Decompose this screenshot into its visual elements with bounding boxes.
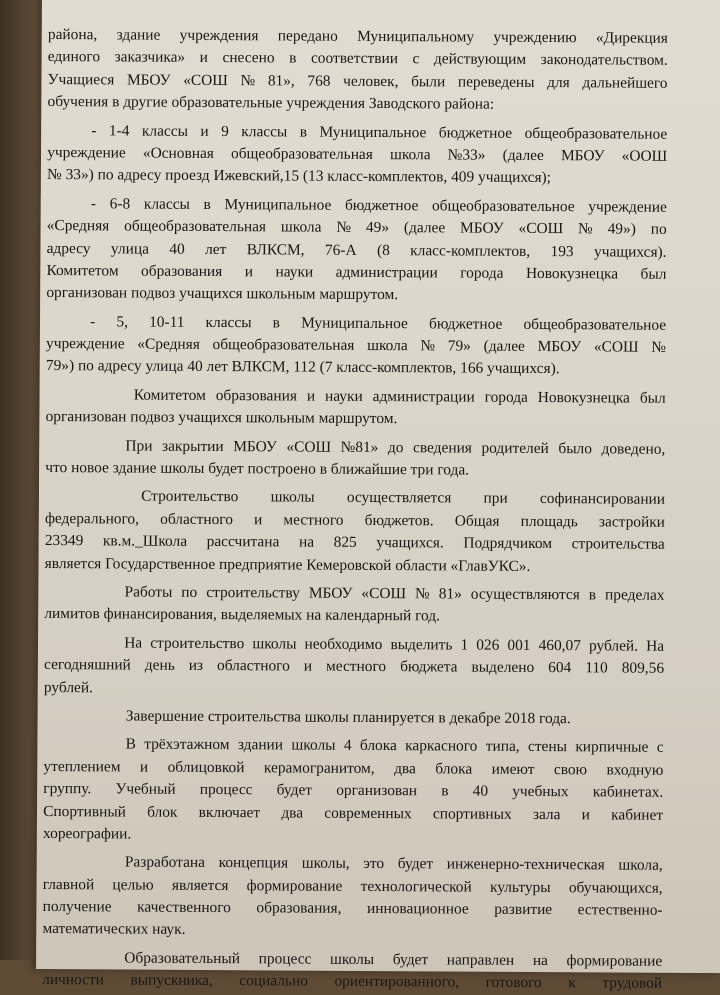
- word: района,: [47, 25, 98, 44]
- text-line: [134, 384, 666, 410]
- word: На: [646, 637, 665, 655]
- word: 4: [343, 737, 352, 755]
- word: образования,: [256, 899, 342, 917]
- text-line: организован подвоз учащихся школьным маршрутом.: [45, 408, 398, 428]
- word: действующим: [433, 50, 527, 69]
- word: блок: [147, 803, 178, 821]
- word: ориентированного,: [334, 973, 460, 991]
- word: дальнейшего: [582, 74, 668, 92]
- word: кабинетах.: [592, 783, 664, 801]
- word: для: [547, 73, 570, 91]
- word: классы: [205, 313, 252, 331]
- word: школы,: [301, 854, 350, 873]
- word: день: [144, 656, 175, 674]
- word: на: [298, 533, 315, 551]
- word: школа: [280, 218, 322, 236]
- word: Строительство: [141, 487, 239, 506]
- word: №: [578, 220, 593, 238]
- word: Разработана: [124, 853, 206, 872]
- word: единого: [47, 48, 101, 66]
- word: МБОУ: [560, 147, 605, 165]
- word: готового: [485, 973, 542, 992]
- word: софинансировании: [539, 490, 666, 509]
- word: необходимо: [304, 635, 383, 653]
- word: 825: [333, 533, 357, 552]
- word: и: [199, 49, 209, 67]
- word: бюджетов.: [364, 511, 434, 530]
- word: классы: [143, 195, 190, 213]
- word: по: [181, 583, 198, 601]
- word: рассчитана: [206, 533, 280, 551]
- word: передано: [277, 27, 338, 45]
- word: учреждение: [45, 335, 125, 353]
- text-line: [124, 581, 664, 607]
- word: трудовой: [602, 974, 663, 993]
- word: человек,: [343, 72, 399, 90]
- word: два: [394, 759, 416, 777]
- word: блока: [435, 760, 473, 778]
- word: здании: [237, 736, 284, 754]
- word: сегодняшний: [44, 656, 131, 674]
- word: 001: [507, 636, 531, 654]
- word: 40: [169, 240, 185, 258]
- word: учреждения: [179, 26, 259, 45]
- word: будет: [392, 950, 429, 969]
- word: группу.: [43, 780, 92, 798]
- word: города: [484, 388, 528, 406]
- word: качественного: [137, 898, 231, 917]
- word: ВЛКСМ,: [246, 240, 305, 259]
- word: 193: [550, 242, 574, 260]
- word: бюджета: [400, 658, 458, 676]
- word: и: [139, 758, 149, 776]
- word: рублей.: [588, 637, 639, 655]
- word: и: [303, 657, 313, 675]
- word: При: [125, 437, 153, 455]
- word: родителей: [481, 439, 549, 457]
- word: Муниципальному: [357, 27, 475, 46]
- word: школа: [367, 337, 408, 355]
- word: (далее: [403, 219, 446, 237]
- word: 5,: [116, 313, 129, 331]
- word: №: [336, 218, 352, 236]
- word: до: [387, 438, 404, 456]
- word: МБОУ: [460, 219, 504, 237]
- word: керамогранитом,: [263, 759, 375, 777]
- word: строительство: [150, 634, 245, 652]
- text-line: хореографии.: [43, 824, 132, 843]
- word: из: [188, 657, 204, 675]
- word: целью: [112, 876, 154, 894]
- text-line: является Государственное предприятие Кемеровской области «ГлавУКС».: [44, 554, 531, 575]
- word: администрации: [372, 387, 475, 406]
- word: Подрядчиком: [463, 534, 553, 553]
- text-line: [124, 947, 662, 973]
- word: осуществляются: [470, 585, 580, 604]
- word: 81»: [438, 585, 462, 603]
- word: «Основная: [142, 144, 214, 162]
- word: учреждение: [47, 143, 126, 162]
- text-line: что новое здание школы будет построено в ближайшие три года.: [45, 459, 470, 479]
- word: На: [124, 634, 143, 652]
- word: в: [441, 782, 449, 800]
- word: улица: [110, 239, 149, 258]
- text-line: математических наук.: [42, 920, 186, 939]
- word: по: [650, 220, 667, 238]
- word: адресу: [46, 239, 91, 257]
- word: к: [568, 974, 576, 992]
- word: развитие: [494, 900, 553, 919]
- word: учебных: [512, 782, 569, 801]
- word: федерального,: [44, 509, 140, 528]
- word: заказчика»: [114, 48, 186, 67]
- word: 76-А: [324, 241, 357, 259]
- word: областного: [216, 657, 290, 675]
- word: процесс: [258, 950, 312, 968]
- word: снесено: [222, 49, 275, 67]
- word: при: [483, 490, 508, 508]
- word: застройки: [598, 513, 666, 531]
- word: 460,07: [538, 636, 581, 655]
- word: 1-4: [108, 121, 130, 140]
- word: утеплением: [43, 757, 121, 776]
- word: соответствии: [310, 49, 399, 68]
- word: два: [281, 803, 304, 822]
- word: выпускника,: [130, 971, 213, 990]
- word: современных: [324, 804, 412, 822]
- word: доведено,: [601, 440, 666, 458]
- word: учащихся.: [376, 534, 444, 552]
- word: «Дирекция: [595, 29, 668, 47]
- word: №: [415, 585, 430, 603]
- word: 768: [307, 72, 331, 90]
- word: классы: [241, 122, 288, 141]
- word: кабинет: [611, 805, 664, 824]
- word: «СОШ: [361, 584, 407, 603]
- word: -: [90, 194, 97, 213]
- word: бюджетное: [428, 315, 503, 333]
- word: образования: [141, 262, 223, 280]
- word: личности: [42, 971, 104, 989]
- word: 9: [221, 122, 229, 140]
- word: школы: [252, 635, 297, 653]
- word: в: [203, 195, 211, 213]
- word: МБОУ: [537, 338, 582, 356]
- word: 79»: [447, 337, 471, 355]
- word: инженерно-техническая: [446, 855, 605, 874]
- text-line: [141, 486, 665, 512]
- word: (8: [376, 241, 390, 259]
- word: входную: [606, 761, 664, 779]
- word: в: [299, 123, 308, 141]
- word: образования: [215, 386, 298, 405]
- text-line: [43, 874, 663, 900]
- word: администрации: [335, 263, 438, 282]
- word: сведения: [413, 438, 472, 457]
- word: общеобразовательная: [124, 217, 267, 236]
- word: главной: [42, 875, 95, 893]
- word: (далее: [483, 337, 525, 355]
- word: здание: [116, 26, 161, 44]
- text-line: 79») по адресу улица 40 лет ВЛКСМ, 112 (7 класс-комплектов, 166 учащихся).: [45, 357, 560, 378]
- word: общеобразовательное: [431, 197, 575, 215]
- word: школа: [389, 146, 431, 164]
- word: №: [651, 338, 666, 356]
- word: является: [171, 876, 229, 894]
- word: в: [272, 314, 281, 332]
- word: организован: [336, 781, 418, 800]
- word: строительства: [571, 535, 665, 553]
- word: №33»: [447, 146, 486, 164]
- text-line: обучения в другие образовательные учреждения Заводского района:: [47, 93, 495, 113]
- word: «Средняя: [137, 335, 200, 354]
- word: (далее: [502, 146, 544, 164]
- word: школы: [291, 736, 336, 755]
- word: осуществляется: [346, 489, 452, 507]
- word: общеобразовательная: [230, 145, 373, 163]
- text-line: организован подвоз учащихся школьным маршрутом.: [46, 284, 399, 304]
- word: 49»): [607, 220, 636, 238]
- word: Комитетом: [46, 261, 119, 280]
- word: местного: [325, 657, 387, 676]
- word: облицовкой: [167, 758, 245, 776]
- word: и: [200, 122, 209, 140]
- word: обучающихся,: [568, 878, 663, 897]
- word: учреждение: [588, 198, 667, 216]
- word: города: [460, 264, 504, 282]
- text-line: [43, 778, 663, 804]
- word: технологической: [360, 877, 472, 896]
- word: культуры: [489, 878, 551, 896]
- word: бюджетное: [344, 196, 419, 214]
- word: №81»: [340, 438, 379, 456]
- word: стены: [527, 738, 568, 756]
- word: это: [363, 855, 385, 873]
- word: «СОШ: [518, 220, 564, 238]
- word: 10-11: [149, 313, 185, 331]
- word: и: [581, 805, 590, 823]
- word: и: [244, 263, 254, 281]
- word: естественно-: [577, 901, 663, 919]
- word: школы: [330, 950, 375, 968]
- word: строительству: [206, 583, 300, 602]
- text-line: Завершение строительства школы планируется в декабре 2018 года.: [125, 707, 571, 728]
- word: 026: [476, 636, 500, 654]
- text-line: [124, 632, 664, 658]
- word: МБОУ: [233, 437, 277, 456]
- word: площадь: [520, 512, 578, 531]
- word: «СОШ: [286, 438, 332, 456]
- word: получение: [42, 898, 112, 916]
- word: -: [91, 121, 97, 139]
- word: каркасного: [405, 737, 478, 755]
- word: Общая: [454, 512, 500, 530]
- word: общеобразовательное: [523, 315, 667, 334]
- word: «ООШ: [621, 147, 668, 165]
- text-line: [47, 238, 667, 264]
- word: лет: [205, 240, 227, 258]
- word: общеобразовательная: [212, 336, 355, 354]
- word: был: [640, 265, 667, 283]
- word: блока: [359, 737, 397, 755]
- word: закрытии: [161, 437, 224, 455]
- word: Учебный: [115, 780, 176, 798]
- word: Работы: [124, 583, 173, 601]
- document-page: [42, 24, 668, 995]
- word: зала: [532, 805, 561, 823]
- word: будет: [397, 855, 434, 873]
- word: на: [532, 951, 548, 969]
- word: были: [411, 73, 446, 91]
- text-line: [42, 969, 662, 995]
- word: пределах: [605, 586, 665, 604]
- word: учащихся).: [593, 242, 667, 261]
- word: Новокузнецка: [537, 388, 630, 407]
- text-line: [125, 852, 663, 878]
- word: и: [254, 511, 263, 529]
- word: переведены: [457, 73, 535, 91]
- word: 110: [585, 659, 608, 677]
- word: 604: [548, 659, 572, 677]
- word: науки: [324, 387, 363, 405]
- word: законодательством.: [540, 51, 668, 70]
- text-line: [45, 530, 665, 556]
- word: формирование: [246, 876, 343, 895]
- word: типа,: [485, 738, 520, 756]
- word: 40: [472, 782, 489, 800]
- text-line: [125, 435, 665, 461]
- word: 6-8: [109, 195, 131, 213]
- word: №: [420, 337, 436, 355]
- word: Муниципальное: [301, 314, 408, 332]
- word: «Средняя: [46, 217, 110, 235]
- word: направлен: [446, 951, 515, 969]
- word: 81»,: [267, 72, 295, 90]
- text-line: № 33») по адресу проезд Ижевский,15 (13 класс-комплектов, 409 учащихся);: [47, 166, 552, 187]
- word: в: [289, 49, 297, 67]
- word: Спортивный: [43, 802, 126, 820]
- word: формирование: [566, 952, 663, 970]
- word: процесс: [199, 781, 253, 799]
- word: свою: [553, 760, 588, 779]
- word: в: [588, 586, 597, 604]
- word: школа,: [618, 856, 663, 875]
- word: Муниципальное: [224, 195, 332, 214]
- word: бюджетное: [438, 123, 513, 142]
- word: №: [240, 71, 256, 90]
- word: кирпичные: [575, 738, 649, 757]
- word: трёхэтажном: [144, 735, 230, 754]
- word: выделено: [471, 658, 535, 677]
- text-line: рублей.: [43, 678, 94, 696]
- word: и: [306, 387, 316, 405]
- word: «СОШ: [593, 338, 639, 356]
- text-line: лимитов финансирования, выделяемых на календарный год.: [44, 605, 441, 625]
- word: МБОУ: [308, 584, 353, 602]
- word: классы: [141, 122, 189, 140]
- word: 49»: [365, 219, 390, 237]
- word: концепция: [218, 854, 289, 872]
- word: Новокузнецка: [525, 264, 619, 283]
- word: кв.м._Школа: [102, 532, 188, 551]
- word: В: [125, 735, 136, 753]
- word: местного: [283, 511, 344, 529]
- word: МБОУ: [126, 71, 171, 89]
- word: 809,56: [621, 659, 665, 677]
- word: был: [639, 389, 666, 407]
- word: Комитетом: [133, 386, 206, 404]
- word: науки: [275, 263, 314, 281]
- word: учреждению: [493, 28, 577, 47]
- word: имеют: [491, 760, 535, 778]
- word: 23349: [44, 532, 84, 550]
- word: класс-комплектов,: [410, 241, 531, 260]
- word: инновационное: [367, 900, 469, 918]
- word: включает: [198, 803, 261, 821]
- word: школы: [270, 488, 315, 507]
- word: 1: [460, 636, 469, 654]
- word: «СОШ: [183, 71, 228, 89]
- word: областного: [160, 510, 233, 528]
- word: было: [558, 439, 593, 457]
- word: с: [412, 50, 420, 68]
- text-line: [126, 734, 664, 760]
- word: Учащиеся: [47, 70, 115, 89]
- word: социально: [239, 972, 308, 990]
- word: общеобразовательное: [524, 124, 668, 143]
- word: спортивных: [432, 804, 512, 823]
- word: будет: [276, 781, 313, 799]
- word: -: [90, 312, 96, 330]
- word: Муниципальное: [319, 123, 427, 141]
- word: Образовательный: [124, 949, 241, 968]
- word: выделить: [390, 635, 453, 654]
- word: с: [656, 739, 664, 757]
